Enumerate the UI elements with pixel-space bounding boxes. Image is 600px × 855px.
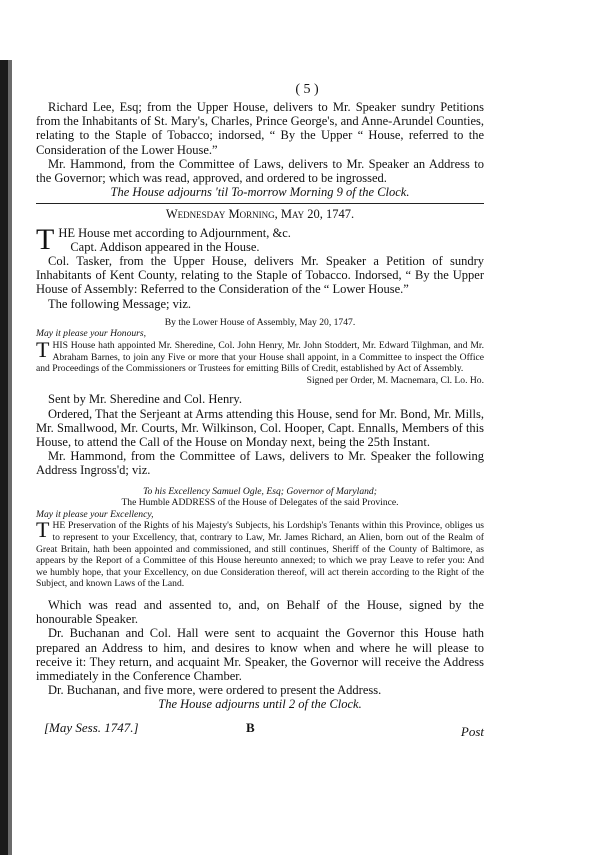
address-title: The Humble ADDRESS of the House of Delegates of the said Province. (121, 497, 399, 509)
paragraph-following-message: The following Message; viz. (48, 296, 192, 311)
footer-session: [May Sess. 1747.] (44, 719, 139, 735)
message-block (36, 317, 484, 387)
message-drop-cap: T (36, 337, 50, 363)
section-rule (36, 203, 484, 204)
address-salutation: May it please your Excellency, (36, 508, 154, 520)
paragraph-adjourn-two: The House adjourns until 2 of the Clock. (158, 697, 362, 712)
paragraph-upper-house-petitions: Richard Lee, Esq; from the Upper House, delivers to Mr. Speaker sundry Petitions from the Inhabitants of St. Mary's, Charles, Prince George's, and Anne-Arundel Counties, relating to the Staple of Tobacco; indorsed, “ By the Upper “ House, referred to the Consideration of the Lower House.” (36, 100, 484, 157)
paragraph-tasker-petition: Col. Tasker, from the Upper House, delivers Mr. Speaker a Petition of sundry Inhabitants of Kent County, relating to the Staple of Tobacco. Indorsed, “ By the Upper House of Assembly: Referred to the Consideration of the “ Lower House.” (36, 254, 484, 297)
message-body-text: HIS House hath appointed Mr. Sheredine, Col. John Henry, Mr. John Stoddert, Mr. Edward Tilghman, and Mr. Abraham Barnes, to join any Five or more that your House shall appoint, in a Committee to inspect the Office and Proceedings of the Commissioners or Trustees for emitting Bills of Credit, established by Act of Assembly. (36, 340, 484, 375)
page-body (36, 100, 484, 738)
document-page (14, 60, 600, 855)
address-body (36, 517, 484, 590)
page-binding-edge (0, 60, 8, 855)
paragraph-addison: Capt. Addison appeared in the House. (70, 239, 260, 254)
message-body (36, 337, 484, 375)
address-recipient: To his Excellency Samuel Ogle, Esq; Governor of Maryland; (143, 485, 377, 497)
paragraph-hammond-address: Mr. Hammond, from the Committee of Laws, delivers to Mr. Speaker the following Address Ingross'd; viz. (36, 449, 484, 478)
footer-catchword: Post (460, 723, 484, 739)
message-salutation: May it please your Honours, (36, 328, 147, 340)
footer-signature-mark: B (246, 719, 255, 735)
page-number: ( 5 ) (295, 82, 319, 97)
paragraph-adjourn-morning: The House adjourns 'til To-morrow Morning 9 of the Clock. (110, 185, 410, 200)
paragraph-house-met-text: HE House met according to Adjournment, &c. (58, 225, 291, 240)
address-drop-cap: T (36, 517, 50, 543)
paragraph-address-delivered: Mr. Hammond, from the Committee of Laws, delivers to Mr. Speaker an Address to the Governor; which was read, approved, and ordered to be ingrossed. (36, 156, 484, 186)
address-body-text: HE Preservation of the Rights of his Majesty's Subjects, his Lordship's Tenants within this Province, obliges us to represent to your Excellency, that, contrary to Law, Mr. James Richard, an Alien, born out of the Realm of Great Britain, hath been appointed and commissioned, and still continues, Sheriff of the County of Baltimore, as appears by the Report of a Committee of this House hereunto annexed; to which we pray Leave to refer you: And we humbly hope, that your Excellency, on due Consideration thereof, will act therein according to the Right of the Subject, and known Laws of the Land. (36, 520, 484, 590)
address-block (36, 486, 484, 590)
page-binding-shadow (8, 60, 12, 855)
paragraph-sent-by: Sent by Mr. Sheredine and Col. Henry. (48, 392, 242, 407)
paragraph-present-address: Dr. Buchanan, and five more, were ordered to present the Address. (48, 683, 382, 698)
page-footer (36, 720, 484, 738)
message-header: By the Lower House of Assembly, May 20, 1747. (164, 316, 356, 328)
paragraph-ordered: Ordered, That the Serjeant at Arms attending this House, send for Mr. Bond, Mr. Mills, Mr. Smallwood, Mr. Courts, Mr. Wilkinson, Col. Hooper, Capt. Ennalls, Members of this House, to attend the Call of the House on Monday next, being the 25th Instant. (36, 406, 484, 450)
drop-cap: T (36, 222, 55, 256)
paragraph-buchanan-hall: Dr. Buchanan and Col. Hall were sent to acquaint the Governor this House hath prepared an Address to him, and desires to know when and where he will please to receive it: They return, and acquaint Mr. Speaker, the Governor will receive the Address immediately in the Conference Chamber. (36, 626, 484, 683)
paragraph-assented: Which was read and assented to, and, on Behalf of the House, signed by the honourable Speaker. (36, 597, 484, 627)
day-heading: Wednesday Morning, May 20, 1747. (165, 207, 355, 222)
message-signature: Signed per Order, M. Macnemara, Cl. Lo. Ho. (306, 374, 484, 386)
